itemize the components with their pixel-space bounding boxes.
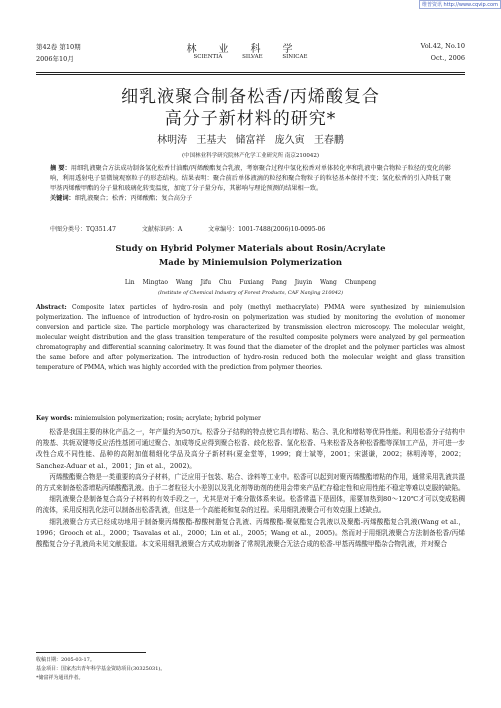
journal-name-en: SCIENTIA SILVAE SINICAE: [193, 54, 308, 60]
footnote-rule: [36, 652, 146, 653]
abstract-en-label: Abstract:: [36, 304, 67, 311]
journal-name-cn: 林业科学: [186, 44, 315, 55]
authors-en: Lin Mingtao Wang Jifu Chu Fuxiang Pang Jiuyin Wang Chunpeng: [124, 279, 377, 286]
abstract-cn-text: 用细乳液聚合方法成功制备氢化松香甘油酯/丙烯酸酯复合乳液，考察聚合过程中氢化松香对单体转化率和乳液中聚合物粒子粒径的变化的影响，利用透射电子显微镜观察粒子的形态结构。结果表明：聚合前后单体液滴的粒径和聚合物粒子的粒径基本保持不变；氢化松香的引入降低了聚甲基丙烯酸甲酯的分子量和玻璃化转变温度，加宽了分子量分布，其影响与理论预测的结果相一致。: [50, 165, 451, 192]
affiliation-en: (Institute of Chemical Industry of Forest Products, CAF Nanjing 210042): [157, 290, 344, 296]
header-rule-thin: [36, 74, 465, 75]
title-cn-line2: 高分子新材料的研究*: [164, 109, 337, 129]
keywords-en: [36, 415, 465, 422]
title-en-line2: Made by Miniemulsion Polymerization: [158, 258, 343, 268]
abstract-cn: [50, 164, 451, 204]
volume-issue: 第42卷 第10期: [36, 43, 81, 51]
abstract-en-text: Composite latex particles of hydro-rosin and poly (methyl methacrylate) PMMA were synthesized by miniemulsion polymerization. The influence of introduction of hydro-rosin on polymerization was studied by monitoring the evolution of monomer conversion and particle size. The particle morphology was characterized by transmission electron microscopy. The molecular weight, molecular weight distribution and the glass transition temperature of the resulted composite polymers were analyzed by gel permeation chromatography and differential scanning calorimetry. It was found that the diameter of the droplet and the polymer particles was almost the same before and after polymerization. The introduction of hydro-rosin reduced both the molecular weight and glass transition temperature of PMMA, which was highly accorded with the prediction from polymer theories.: [36, 304, 465, 371]
watermark: 维普资讯 http://www.cqvip.com: [419, 0, 501, 9]
body-text: [36, 427, 465, 550]
document-code: 文献标识码：A: [141, 226, 183, 233]
classification-info: [50, 224, 451, 233]
keywords-cn-label: 关键词：: [50, 195, 75, 202]
issue-date: 2006年10月: [36, 55, 74, 63]
footnotes: [36, 656, 465, 683]
volume-issue-en: Vol.42, No.10: [420, 42, 465, 50]
article-number: 文章编号：1001-7488(2006)10-0095-06: [208, 226, 326, 233]
abstract-en: [36, 303, 465, 373]
issue-date-en: Oct., 2006: [430, 54, 465, 62]
keywords-cn-text: 细乳液聚合；松香；丙烯酸酯；复合高分子: [74, 195, 193, 202]
clc-number: 中图分类号：TQ351.47: [50, 226, 116, 233]
body-paragraph: 丙烯酸酯聚合物是一类重要的高分子材料，广泛应用于包装、粘合、涂料等工业中。松香可以起到对聚丙烯酸酯增粘的作用，通常采用乳液共混的方式来制备松香增粘丙烯酸酯乳液。由于二者粒径大小差别以及乳化剂等助剂的使用会带来产品贮存稳定性和应用性能不稳定等难以克服的缺陷。: [36, 472, 465, 493]
abstract-cn-label: 摘 要：: [50, 165, 71, 172]
footnote-corresponding: *储富祥为通讯作者。: [36, 675, 84, 681]
keywords-en-label: Key words:: [36, 415, 73, 422]
title-en-line1: Study on Hybrid Polymer Materials about Rosin/Acrylate: [115, 244, 386, 254]
affiliation-cn: (中国林业科学研究院林产化学工业研究所 南京210042): [181, 153, 320, 159]
keywords-en-text: miniemulsion polymerization; rosin; acrylate; hybrid polymer: [74, 415, 261, 422]
body-paragraph: 松香是我国主要的林化产品之一，年产量约为50万t。松香分子结构的特点使它具有增粘、粘合、乳化和增粘等优异性能。利用松香分子结构中的羧基、共轭双键等反应活性基团可通过聚合、加成等反应得到聚合松香、歧化松香、氢化松香、马来松香及各种松香酯等深加工产品，并可进一步改性合成不同性能、品种的高附加值精细化学品及高分子新材料(夏金堂等，1999；商士斌等，2001；宋湛谦，2002；林明涛等，2002；Sanchez-Aduar et al.，2001；Jin et al.，2002)。: [36, 428, 465, 470]
authors-cn: 林明涛 王基夫 储富祥 庞久寅 王春鹏: [157, 135, 344, 146]
body-paragraph: 细乳液聚合方式已经成功地用于制备聚丙烯酸酯-醇酸树脂复合乳液、丙烯酸酯-聚氨酯复合乳液以及聚酯-丙烯酸酯复合乳液(Wang et al.，1996；Grooch et al.，2000；Tsavalas et al.，2000；Lin et al.，2005；Wang et al.，2005)。然而对于用细乳液聚合方法制备松香/丙烯酸酯复合分子乳液尚未见文献报道。本文采用细乳液聚合方式成功制备了常规乳液聚合无法合成的松香-甲基丙烯酸甲酯杂合物乳液，并对聚合: [36, 517, 465, 549]
running-header: [36, 42, 465, 70]
header-rule: [36, 72, 465, 73]
body-paragraph: 细乳液聚合是制备复合高分子材料的有效手段之一，尤其是对于难分散体系来说。松香常温下是固体，需要加热到80～120℃才可以变成粘稠的流体，采用反相乳化法可以制备出松香乳液，但这是一个高能耗和复杂的过程。采用细乳液聚合可有效克服上述缺点。: [36, 495, 465, 515]
footnote-funding: 基金项目：国家杰出青年科学基金资助项目(30325031)。: [36, 666, 166, 672]
footnote-received: 收稿日期：2005-03-17。: [36, 657, 95, 663]
title-cn-line1: 细乳液聚合制备松香/丙烯酸复合: [121, 87, 380, 107]
